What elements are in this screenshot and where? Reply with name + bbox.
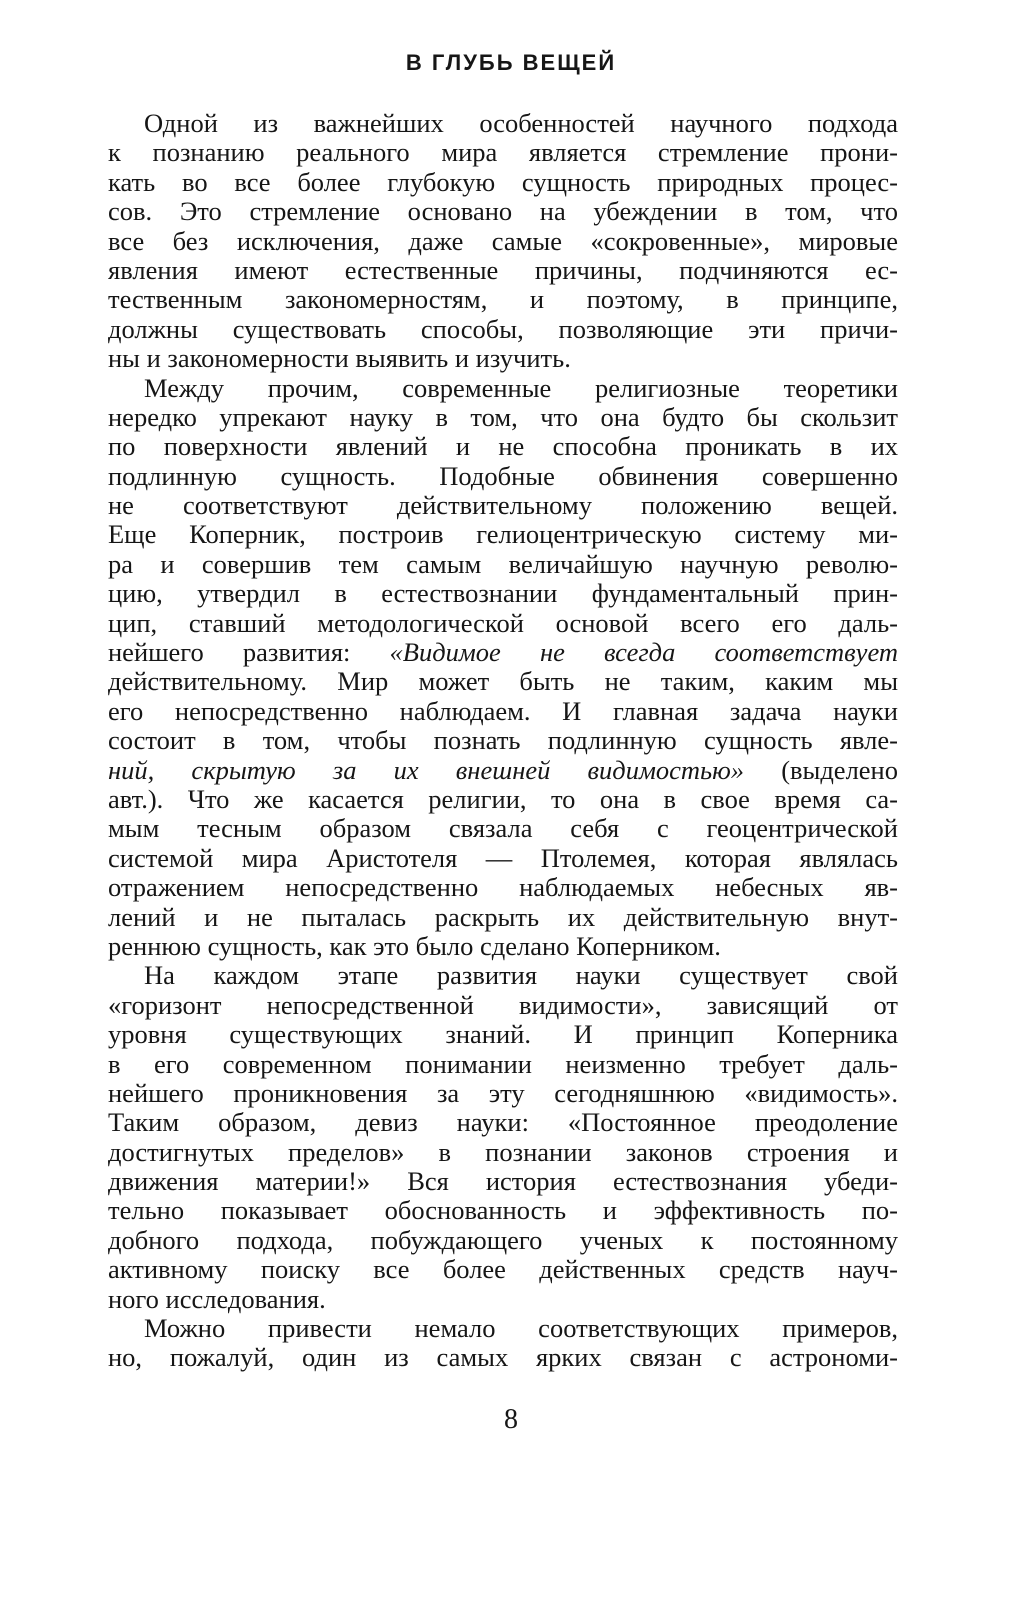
- text-line: но, пожалуй, один из самых ярких связан с астрономи-: [108, 1342, 898, 1373]
- text-line: мым тесным образом связала себя с геоцентрической: [108, 813, 898, 844]
- text-line: в его современном понимании неизменно требует даль-: [108, 1048, 898, 1079]
- text-line: Еще Коперник, построив гелиоцентрическую систему ми-: [108, 519, 898, 550]
- text-line: тельно показывает обоснованность и эффективность по-: [108, 1195, 898, 1226]
- text-line: к познанию реального мира является стремление прони-: [108, 137, 898, 168]
- text-line: явления имеют естественные причины, подчиняются ес-: [108, 254, 898, 285]
- text-line: не соответствуют действительному положению вещей.: [108, 490, 898, 521]
- text-line: ра и совершив тем самым величайшую научную револю-: [108, 548, 898, 579]
- text-line: кать во все более глубокую сущность природных процес-: [108, 166, 898, 197]
- text-line: Можно привести немало соответствующих примеров,: [144, 1313, 898, 1344]
- text-line: нередко упрекают науку в том, что она будто бы скользит: [108, 401, 898, 432]
- text-line: На каждом этапе развития науки существует свой: [144, 960, 898, 991]
- italic-quote-line: его непосредственно наблюдаем. И главная задача науки: [108, 695, 898, 726]
- text-line: цию, утвердил в естествознании фундаментальный прин-: [108, 578, 898, 609]
- text-line: нейшего проникновения за эту сегодняшнюю «видимость».: [108, 1077, 898, 1108]
- text-line: подлинную сущность. Подобные обвинения совершенно: [108, 460, 898, 491]
- text-line: «горизонт непосредственной видимости», зависящий от: [108, 989, 898, 1020]
- running-head: В ГЛУБЬ ВЕЩЕЙ: [405, 50, 617, 75]
- text-line: все без исключения, даже самые «сокровенные», мировые: [108, 225, 898, 256]
- text-line: активному поиску все более действенных средств науч-: [108, 1254, 898, 1285]
- paragraph: [108, 109, 898, 374]
- text-line: движения материи!» Вся история естествознания убеди-: [108, 1166, 898, 1197]
- italic-quote-line: действительному. Мир может быть не таким, каким мы: [108, 666, 898, 697]
- text-line: тественным закономерностям, и поэтому, в принципе,: [108, 284, 898, 315]
- text-line: [108, 638, 898, 667]
- text-segment: нейшего развития:: [108, 637, 351, 668]
- body-text: [108, 109, 898, 1373]
- text-line: ного исследования.: [108, 1283, 326, 1314]
- text-line: [108, 756, 898, 785]
- text-line: отражением непосредственно наблюдаемых небесных яв-: [108, 872, 898, 903]
- text-line: должны существовать способы, позволяющие эти причи-: [108, 313, 898, 344]
- italic-quote-line: состоит в том, чтобы познать подлинную сущность явле-: [108, 725, 898, 756]
- text-line: добного подхода, побуждающего ученых к постоянному: [108, 1224, 898, 1255]
- text-line: цип, ставший методологической основой всего его даль-: [108, 607, 898, 638]
- text-segment: (выделено: [781, 754, 898, 785]
- text-line: сов. Это стремление основано на убеждении в том, что: [108, 196, 898, 227]
- text-line: ны и закономерности выявить и изучить.: [108, 343, 571, 374]
- text-line: реннюю сущность, как это было сделано Коперником.: [108, 930, 721, 961]
- text-line: достигнутых пределов» в познании законов строения и: [108, 1136, 898, 1167]
- text-line: уровня существующих знаний. И принцип Коперника: [108, 1019, 898, 1050]
- text-line: лений и не пыталась раскрыть их действительную внут-: [108, 901, 898, 932]
- text-line: по поверхности явлений и не способна проникать в их: [108, 431, 898, 462]
- italic-quote-segment: «Видимое не всегда соответствует: [389, 637, 898, 668]
- paragraph: [108, 961, 898, 1314]
- text-line: авт.). Что же касается религии, то она в свое время са-: [108, 783, 898, 814]
- text-line: Таким образом, девиз науки: «Постоянное преодоление: [108, 1107, 898, 1138]
- text-line: Между прочим, современные религиозные теоретики: [144, 372, 898, 403]
- text-line: системой мира Аристотеля — Птолемея, которая являлась: [108, 842, 898, 873]
- italic-quote-segment: ний, скрытую за их внешней видимостью»: [108, 754, 745, 785]
- paragraph: [108, 1314, 898, 1373]
- paragraph: [108, 374, 898, 962]
- text-line: Одной из важнейших особенностей научного подхода: [144, 108, 898, 138]
- page-number: 8: [504, 1404, 518, 1435]
